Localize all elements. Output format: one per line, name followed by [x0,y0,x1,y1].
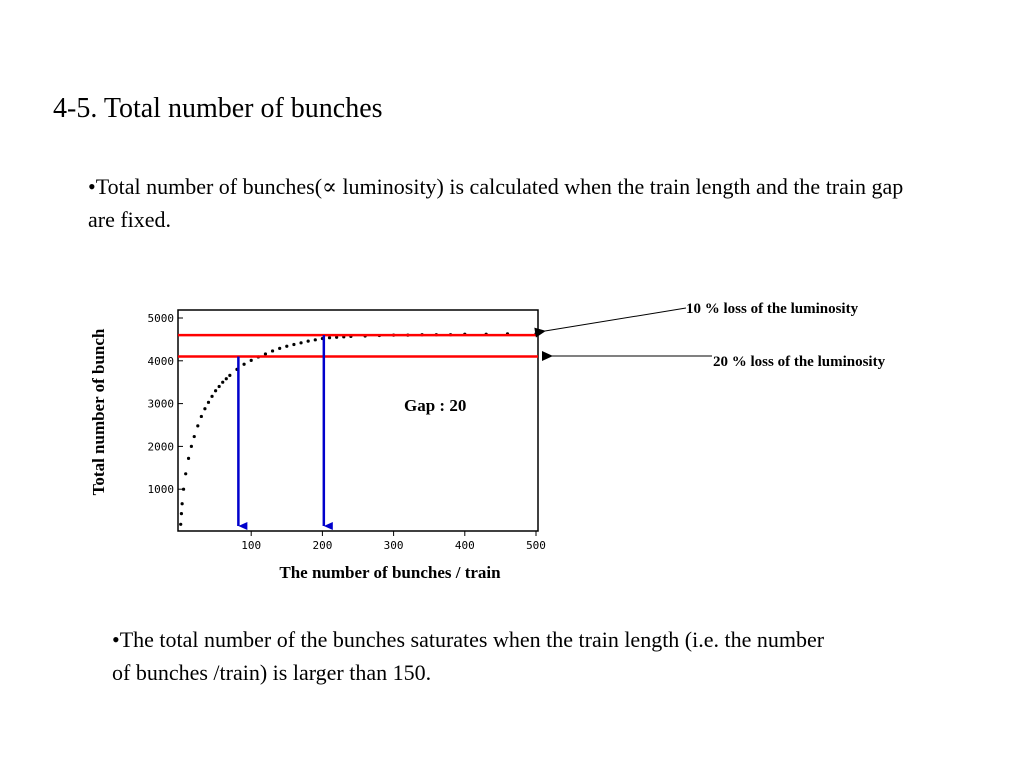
data-point [181,502,184,505]
x-tick-label: 200 [312,539,333,552]
annotation-arrow-10pct [545,308,686,331]
data-point [182,488,185,491]
bullet-1-pre: •Total number of bunches( [88,174,323,199]
data-point [292,343,295,346]
x-tick-label: 300 [383,539,404,552]
data-point [271,349,274,352]
data-point [179,523,182,526]
data-point [180,512,183,515]
label-10pct-loss: 10 % loss of the luminosity [686,301,859,317]
data-point [228,374,231,377]
plot-frame [178,310,538,531]
data-point [278,347,281,350]
bullet-text-2: •The total number of the bunches saturates when the train length (i.e. the number of bunches /train) is larger than 150. [112,627,825,685]
data-point [207,401,210,404]
data-point [250,359,253,362]
x-tick-label: 500 [526,539,546,552]
x-tick-label: 100 [241,539,262,552]
y-axis-label: Total number of bunch [89,328,108,496]
x-tick-label: 400 [454,539,475,552]
data-point [221,381,224,384]
data-point [203,407,206,410]
data-point [218,385,221,388]
data-point [184,472,187,475]
data-point [193,435,196,438]
data-point [200,415,203,418]
label-20pct-loss: 20 % loss of the luminosity [713,354,886,370]
data-point [210,395,213,398]
proportional-symbol: ∝ [322,174,337,199]
data-point [264,352,267,355]
y-tick-label: 2000 [147,440,174,454]
x-axis-label: The number of bunches / train [279,563,501,582]
data-point [196,424,199,427]
data-point [214,389,217,392]
data-point [187,457,190,460]
bullet-1-post: luminosity) is calculated when the train length and the train gap are fixed. [88,174,904,232]
data-point [299,341,302,344]
data-point [242,363,245,366]
y-tick-label: 3000 [147,397,174,411]
data-point [190,445,193,448]
y-tick-label: 5000 [147,312,174,325]
data-point [225,377,228,380]
gap-annotation: Gap : 20 [404,396,467,415]
y-tick-label: 4000 [147,354,174,368]
data-point [314,338,317,341]
slide-title: 4-5. Total number of bunches [53,93,383,124]
y-tick-label: 1000 [147,483,174,497]
data-point [285,345,288,348]
data-point [328,336,331,339]
data-point [307,340,310,343]
